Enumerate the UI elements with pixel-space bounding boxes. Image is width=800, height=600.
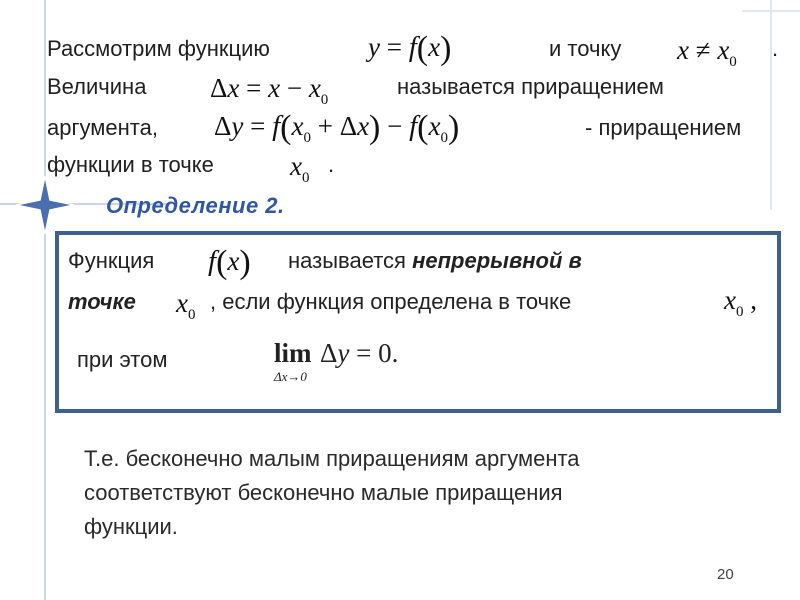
function-increment-formula: $\Delta y = f(x_0 + \Delta x) - f(x_0)$	[214, 109, 460, 146]
definition-continuous-emphasis: непрерывной в	[412, 248, 582, 273]
definition-function-word: Функция	[68, 248, 155, 273]
definition-called-text	[288, 248, 582, 274]
limit-formula	[272, 336, 442, 382]
definition-while-text: при этом	[77, 347, 168, 372]
intro-line1-end: .	[772, 36, 779, 61]
point-formula: $x \ne x_0$	[677, 35, 737, 70]
definition-heading: Определение 2.	[106, 193, 285, 218]
conclusion-paragraph	[84, 442, 744, 544]
limit-word: lim	[274, 338, 312, 368]
conclusion-line: функции.	[84, 514, 178, 539]
definition-at-point-emphasis: точке	[68, 289, 136, 314]
intro-line1-text: Рассмотрим функцию	[47, 36, 270, 61]
limit-subscript: Δx→0	[274, 369, 307, 384]
definition-function-formula: f(x)	[208, 244, 251, 281]
argument-increment-formula: $\Delta x = x - x_0$	[210, 73, 329, 108]
intro-line4-text: функции в точке	[47, 152, 214, 177]
point-x0-symbol: $x_0$	[290, 151, 310, 186]
definition-x0-end-symbol: $x_0$ ,	[724, 285, 757, 320]
intro-line1-mid: и точку	[549, 36, 622, 61]
intro-line2-text: Величина	[47, 74, 147, 99]
decorative-vertical-line	[44, 0, 46, 600]
decorative-corner-line-vertical	[770, 0, 772, 210]
function-formula: y = f(x)	[368, 30, 452, 67]
intro-line2-after: называется приращением	[397, 74, 664, 99]
intro-line3-after: - приращением	[585, 115, 742, 140]
intro-line4-end: .	[328, 152, 335, 177]
definition-x0-symbol: $x_0$	[176, 288, 196, 323]
conclusion-line: Т.е. бесконечно малым приращениям аргумента	[84, 446, 580, 471]
definition-at-point-text	[68, 289, 136, 315]
definition-if-defined-text: , если функция определена в точке	[210, 289, 572, 314]
definition-called-word: называется	[288, 248, 406, 273]
limit-expression: Δy = 0.	[320, 338, 399, 368]
conclusion-line: соответствуют бесконечно малые приращения	[84, 480, 563, 505]
page-number: 20	[717, 566, 734, 583]
four-point-star-icon	[14, 174, 76, 236]
intro-line3-text: аргумента,	[47, 115, 158, 140]
decorative-corner-line-horizontal	[742, 10, 800, 12]
